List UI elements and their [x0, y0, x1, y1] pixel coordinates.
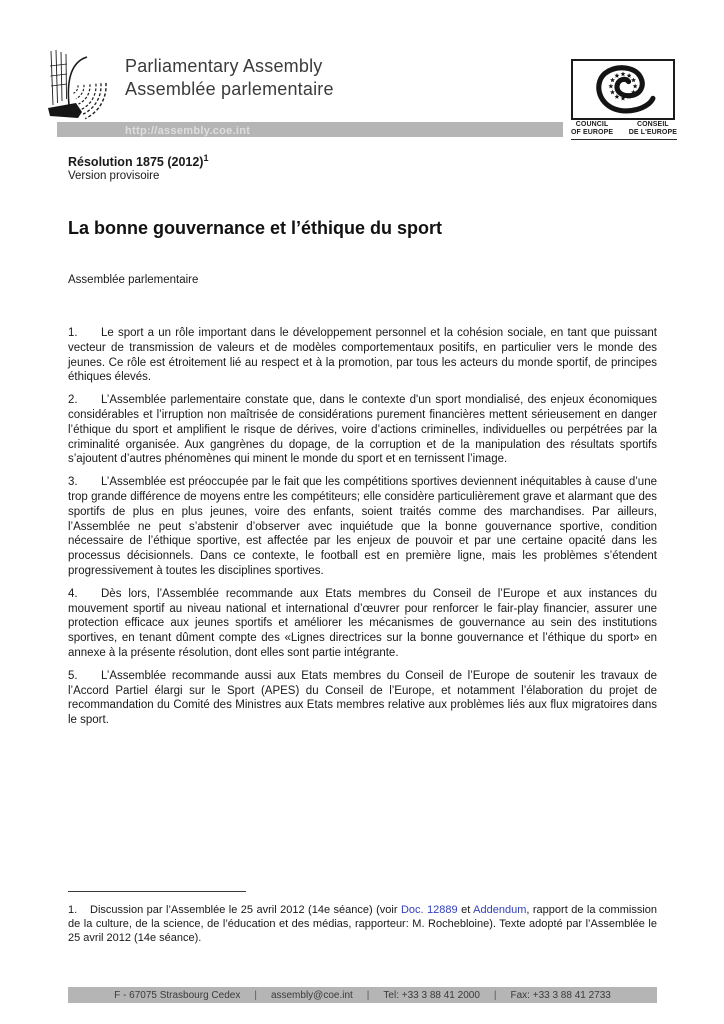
document-author: Assemblée parlementaire: [68, 274, 199, 286]
footer-separator: |: [493, 989, 497, 1001]
paragraph-number: 3.: [68, 476, 78, 489]
assembly-hemicycle-logo-icon: [44, 48, 124, 133]
assembly-url-link[interactable]: http://assembly.coe.int: [125, 125, 251, 137]
coe-label-fr: CONSEIL DE L'EUROPE: [628, 121, 677, 136]
paragraph-number: 4.: [68, 587, 78, 600]
footer-separator: |: [254, 989, 257, 1001]
footnote: 1. Discussion par l’Assemblée le 25 avril 2012 (14e séance) (voir Doc. 12889 et Addendum, rapport de la commission de la culture, de la science, de l’éducation et des médias, rapporteur: M. Rochebloine). Texte adopté par l’Assemblée le 25 avril 2012 (14e séance).: [68, 904, 657, 945]
addendum-link[interactable]: Addendum: [473, 904, 527, 916]
footer-fax: Fax: +33 3 88 41 2733: [510, 989, 611, 1001]
paragraph-text: L’Assemblée parlementaire constate que, dans le contexte d'un sport mondialisé, des enjeux économiques considérables et l’irruption non maîtrisée de considérations purement financières mettent sérieusement en danger l’éthique du sport et amplifient le risque de dérives, voire d’actions criminelles, individuelles ou perpétrées par la criminalité organisée. Aux gangrènes du dopage, de la corruption et de la manipulation des résultats sportifs s’ajoutent d’autres phénomènes qui minent le monde du sport et en ternissent l’image.: [68, 394, 657, 466]
org-name-fr: Assemblée parlementaire: [125, 79, 334, 99]
paragraph-text: Dès lors, l’Assemblée recommande aux Etats membres du Conseil de l’Europe et aux instances du mouvement sportif au niveau national et international d’œuvrer pour renforcer le fair-play financier, assurer une protection efficace aux jeunes sportifs et améliorer les mécanismes de gouvernance au sein des institutions sportives, en tenant dûment compte des «Lignes directrices sur la bonne gouvernance et l’éthique du sport» en annexe à la présente résolution, dont elles sont partie intégrante.: [68, 587, 657, 659]
page-title: La bonne gouvernance et l’éthique du sport: [68, 218, 443, 238]
assembly-url-bar: [57, 122, 563, 137]
paragraph-text: L’Assemblée recommande aussi aux Etats membres du Conseil de l’Europe de soutenir les travaux de l’Accord Partiel élargi sur le Sport (APES) du Conseil de l’Europe, et notamment l’élaboration du projet de recommandation du Comité des Ministres aux Etats membres relative aux problèmes liés aux flux migratoires dans le sport.: [68, 669, 657, 727]
paragraph-number: 1.: [68, 327, 78, 339]
document-status: Version provisoire: [68, 170, 160, 182]
paragraph-text: Le sport a un rôle important dans le développement personnel et la cohésion sociale, en tant que puissant vecteur de transmission de valeurs et de modèles comportementaux positifs, en particulier vers le monde des jeunes. Ce rôle est étroitement lié au respect et à la promotion, par tous les acteurs du monde sportif, de principes éthiques élevés.: [68, 327, 657, 384]
paragraph-number: 5.: [68, 669, 78, 682]
council-of-europe-labels: [571, 121, 677, 140]
footer-contact-bar: [68, 987, 657, 1003]
paragraph-4: [68, 587, 657, 661]
footnote-number: 1.: [68, 904, 78, 916]
paragraph-2: [68, 393, 657, 467]
footer-tel: Tel: +33 3 88 41 2000: [383, 989, 480, 1001]
document-reference: Résolution 1875 $(2012)^1$: [68, 153, 209, 170]
paragraph-3: [68, 475, 657, 579]
footnote-marker: 1: [203, 153, 209, 163]
footer-address: F - 67075 Strasbourg Cedex: [114, 989, 241, 1001]
paragraph-number: 2.: [68, 394, 78, 407]
document-body: [68, 326, 657, 728]
paragraph-1: [68, 326, 657, 385]
paragraph-text: L’Assemblée est préoccupée par le fait que les compétitions sportives deviennent inéquitables à cause d’une trop grande différence de moyens entre les compétiteurs; elle considère particulièrement grave et alarmant que des sportifs de plus en plus jeunes, voire des enfants, soient traités comme des marchandises. Par ailleurs, l’Assemblée ne peut s’abstenir d’observer avec inquiétude que la bonne gouvernance sportive, condition nécessaire de l’éthique sportive, est affectée par les enjeux de pouvoir et par une certaine opacité dans les processus décisionnels. Dans ce contexte, le football est en première ligne, mais les problèmes s’étendent progressivement à toutes les disciplines sportives.: [68, 476, 657, 577]
doc-12889-link[interactable]: Doc. 12889: [400, 904, 458, 916]
coe-label-en: COUNCIL OF EUROPE: [571, 121, 614, 136]
council-of-europe-logo-icon: [571, 59, 675, 120]
footer-separator: |: [366, 989, 370, 1001]
paragraph-5: [68, 669, 657, 728]
footnote-divider: [68, 891, 246, 892]
org-name-en: Parliamentary Assembly: [125, 56, 323, 76]
footer-email: assembly@coe.int: [270, 989, 353, 1001]
org-names: [125, 55, 334, 101]
